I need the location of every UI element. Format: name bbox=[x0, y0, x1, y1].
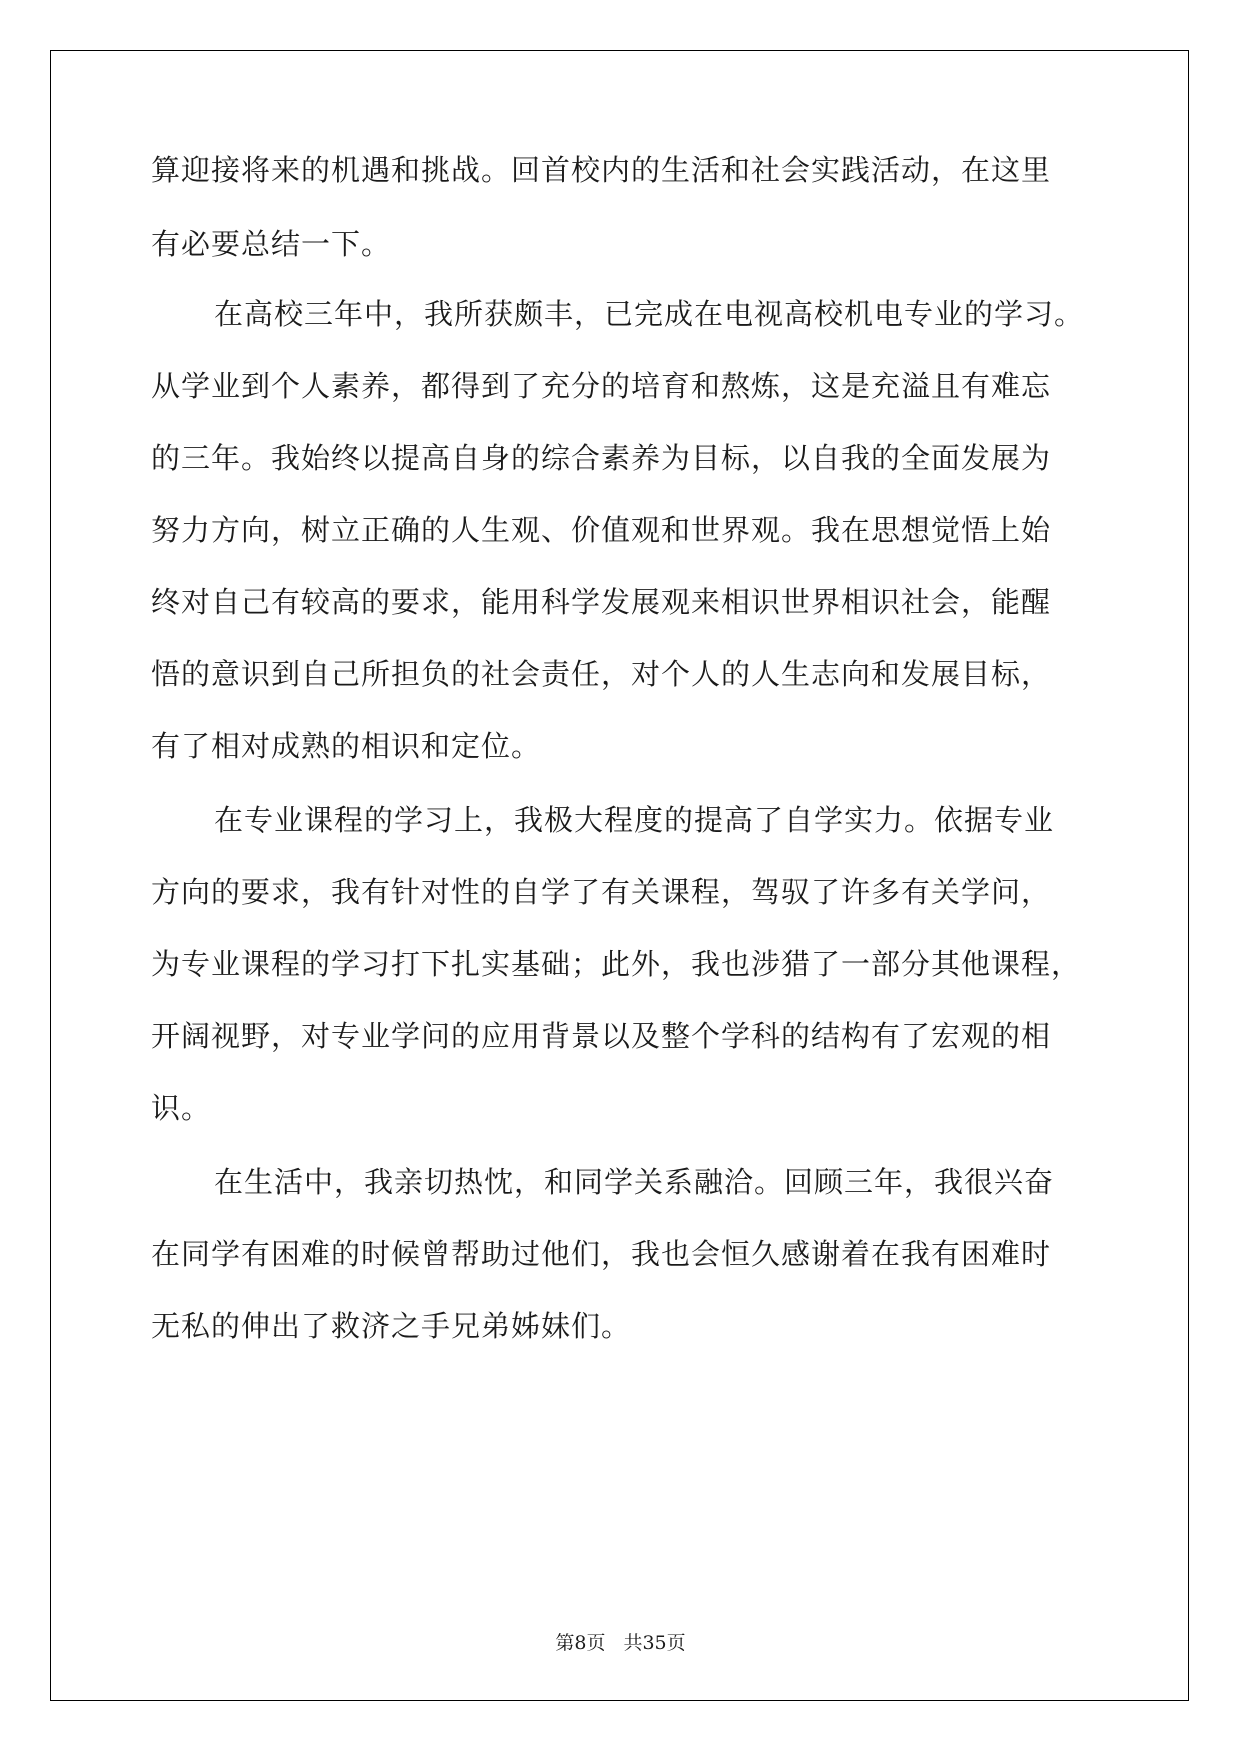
text-line: 方向的要求，我有针对性的自学了有关课程，驾驭了许多有关学问， bbox=[151, 875, 1052, 909]
text-line: 悟的意识到自己所担负的社会责任，对个人的人生志向和发展目标， bbox=[151, 657, 1052, 691]
text-line: 识。 bbox=[151, 1091, 212, 1125]
text-line: 开阔视野，对专业学问的应用背景以及整个学科的结构有了宏观的相 bbox=[151, 1019, 1052, 1053]
text-line: 算迎接将来的机遇和挑战。回首校内的生活和社会实践活动，在这里 bbox=[151, 153, 1052, 187]
text-line: 从学业到个人素养，都得到了充分的培育和熬炼，这是充溢且有难忘 bbox=[151, 369, 1052, 403]
paragraph-first-line: 在高校三年中，我所获颇丰，已完成在电视高校机电专业的学习。 bbox=[214, 297, 1085, 331]
page-number: 第8页 bbox=[555, 1632, 606, 1654]
page-total: 共35页 bbox=[623, 1632, 686, 1654]
text-line: 的三年。我始终以提高自身的综合素养为目标，以自我的全面发展为 bbox=[151, 441, 1052, 475]
paragraph-first-line: 在生活中，我亲切热忱，和同学关系融洽。回顾三年，我很兴奋 bbox=[214, 1165, 1055, 1199]
text-line: 在同学有困难的时候曾帮助过他们，我也会恒久感谢着在我有困难时 bbox=[151, 1237, 1052, 1271]
text-line: 有必要总结一下。 bbox=[151, 227, 392, 261]
paragraph-first-line: 在专业课程的学习上，我极大程度的提高了自学实力。依据专业 bbox=[214, 803, 1055, 837]
text-line: 有了相对成熟的相识和定位。 bbox=[151, 729, 542, 763]
page-footer bbox=[0, 1628, 1241, 1655]
text-line: 终对自己有较高的要求，能用科学发展观来相识世界相识社会，能醒 bbox=[151, 585, 1052, 619]
text-line: 无私的伸出了救济之手兄弟姊妹们。 bbox=[151, 1309, 632, 1343]
text-line: 努力方向，树立正确的人生观、价值观和世界观。我在思想觉悟上始 bbox=[151, 513, 1052, 547]
text-line: 为专业课程的学习打下扎实基础；此外，我也涉猎了一部分其他课程， bbox=[151, 947, 1082, 981]
